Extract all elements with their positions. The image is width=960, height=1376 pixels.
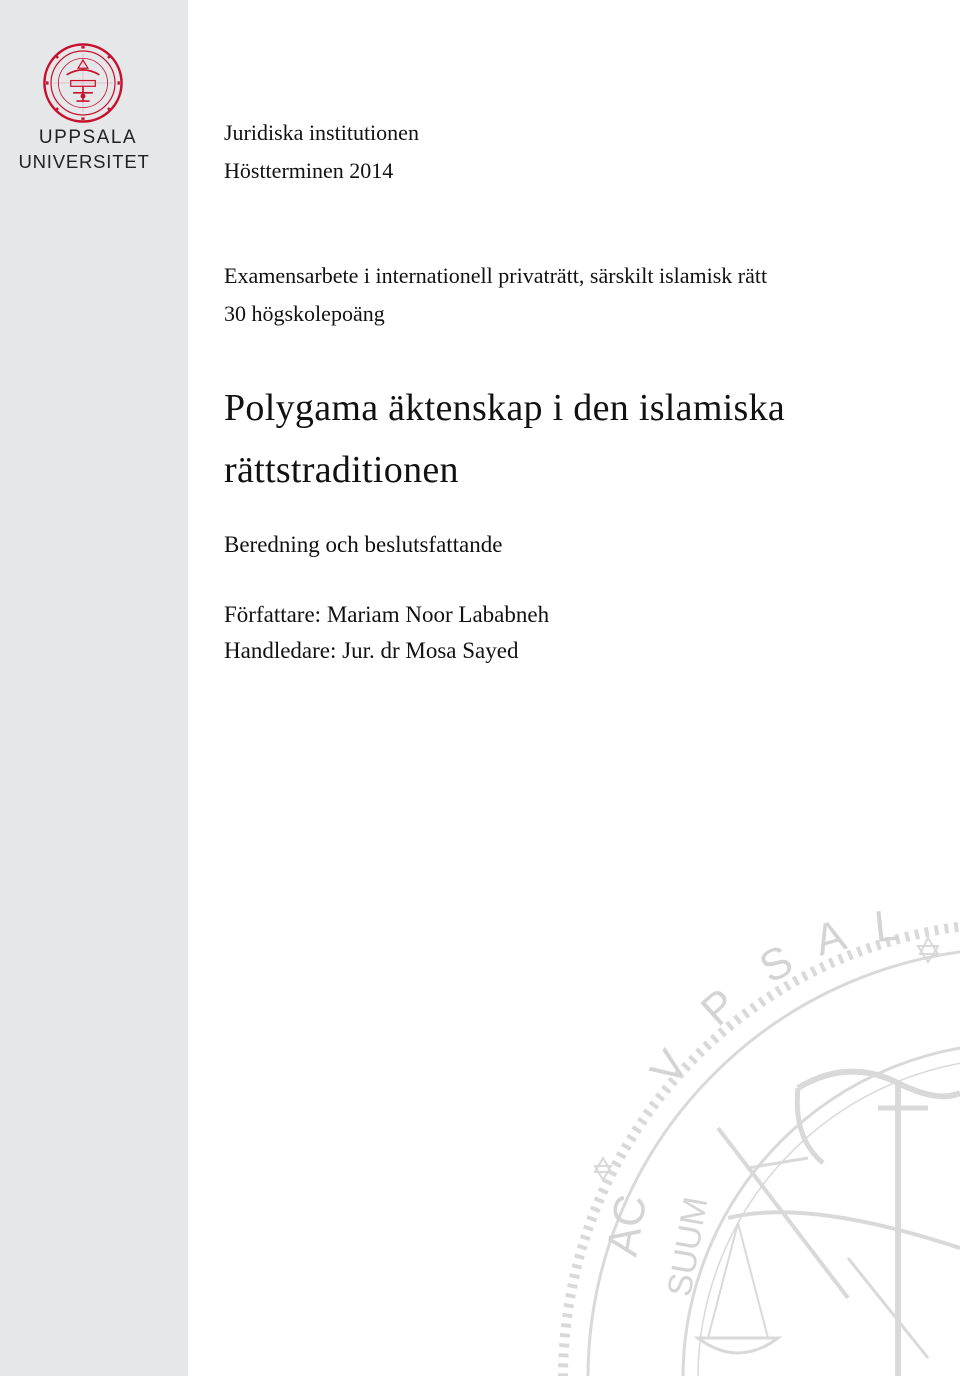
svg-text:A: A [809,910,851,966]
thesis-title-line2: rättstraditionen [224,449,459,491]
svg-text:SUUM: SUUM [660,1194,716,1300]
term-label: Höstterminen 2014 [224,158,394,183]
svg-text:S: S [751,935,801,993]
seal-watermark-icon [548,878,960,1376]
svg-text:P: P [691,979,747,1036]
sidebar-band [0,0,188,1376]
university-name-line1: UPPSALA [38,127,138,148]
supervisor-line: Handledare: Jur. dr Mosa Sayed [224,638,519,663]
svg-text:V: V [641,1041,699,1094]
department-name: Juridiska institutionen [224,120,419,145]
thesis-subtitle: Beredning och beslutsfattande [224,532,503,557]
svg-text:AC: AC [597,1191,657,1260]
author-line: Författare: Mariam Noor Lababneh [224,602,550,627]
seal-watermark [548,878,960,1376]
svg-text:L: L [871,900,902,952]
university-name-line2: UNIVERSITET [18,151,150,172]
thesis-title-line1: Polygama äktenskap i den islamiska [224,387,786,429]
thesis-credits: 30 högskolepoäng [224,301,385,326]
university-seal-icon [42,42,124,124]
thesis-type: Examensarbete i internationell privaträtt, särskilt islamisk rätt [224,263,768,288]
